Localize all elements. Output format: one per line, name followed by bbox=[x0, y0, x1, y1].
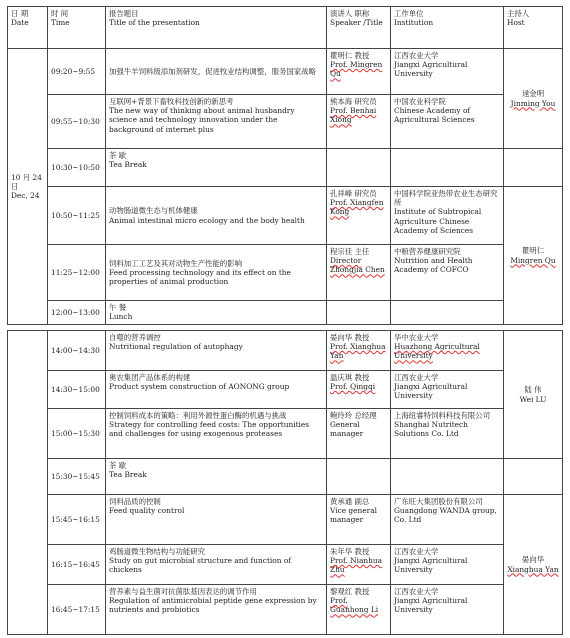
speaker-cell: 朱年华 教授 Prof. Nianhua Zhu bbox=[327, 545, 391, 585]
speaker-cell: 黄承通 副总 Vice general manager bbox=[327, 495, 391, 545]
table-row bbox=[8, 301, 563, 325]
speaker-cell: 熊本海 研究员 Prof. Benhai Xiong bbox=[327, 95, 391, 149]
table-row bbox=[8, 331, 563, 371]
title-cell: 加强牛羊饲料级添加剂研发，促进牧业结构调整，服务国家战略 bbox=[106, 49, 327, 95]
host-cell-empty bbox=[504, 459, 563, 495]
date-cell-empty bbox=[8, 331, 48, 635]
title-cell: 自噬的营养调控 Nutritional regulation of autophagy bbox=[106, 331, 327, 371]
institution-cell bbox=[391, 301, 504, 325]
institution-cell: 广东旺大集团股份有限公司 Guangdong WANDA group, Co. Ltd bbox=[391, 495, 504, 545]
time-cell: 14:00~14:30 bbox=[48, 331, 106, 371]
institution-cell: 江西农业大学 Jiangxi Agricultural University bbox=[391, 49, 504, 95]
time-cell: 12:00~13:00 bbox=[48, 301, 106, 325]
table-row bbox=[8, 95, 563, 149]
time-cell: 09:20~9:55 bbox=[48, 49, 106, 95]
time-cell: 15:00~15:30 bbox=[48, 409, 106, 459]
time-cell: 16:45~17:15 bbox=[48, 585, 106, 635]
time-cell: 09:55~10:30 bbox=[48, 95, 106, 149]
table-row bbox=[8, 187, 563, 245]
table-row bbox=[8, 459, 563, 495]
title-cell: 饲料加工工艺及其对动物生产性能的影响 Feed processing technology and its effect on the properties of animal production bbox=[106, 245, 327, 301]
table-row bbox=[8, 49, 563, 95]
date-cell: 10 月 24 日 Dec, 24 bbox=[8, 49, 48, 325]
time-cell: 10:50~11:25 bbox=[48, 187, 106, 245]
speaker-cell: 程宗佳 主任 Director Zhongjia Chen bbox=[327, 245, 391, 301]
title-cell: 互联网+背景下畜牧科技创新的新思考 The new way of thinking about animal husbandry science and technology innovation under the background of internet plus bbox=[106, 95, 327, 149]
header-speaker: 演讲人 职称 Speaker /Title bbox=[327, 7, 391, 49]
institution-cell: 上海纽睿特饲料科技有限公司 Shanghai Nutritech Solutions Co. Ltd bbox=[391, 409, 504, 459]
time-cell: 10:30~10:50 bbox=[48, 149, 106, 187]
table-row bbox=[8, 245, 563, 301]
institution-cell bbox=[391, 459, 504, 495]
title-cell: 饲料品质的控制 Feed quality control bbox=[106, 495, 327, 545]
time-cell: 15:30~15:45 bbox=[48, 459, 106, 495]
table-row bbox=[8, 585, 563, 635]
speaker-cell bbox=[327, 459, 391, 495]
host-cell: 逯金明 Jinming You bbox=[504, 49, 563, 149]
table-row bbox=[8, 545, 563, 585]
schedule-table-morning bbox=[7, 6, 563, 325]
speaker-cell: 鲍玲玲 总经理 General manager bbox=[327, 409, 391, 459]
institution-cell: 华中农业大学 Huazhong Agricultural University bbox=[391, 331, 504, 371]
title-cell: 奥农集团产品体系的构建 Product system construction of AONONG group bbox=[106, 371, 327, 409]
host-cell: 晏向华 Xianghua Yan bbox=[504, 495, 563, 635]
institution-cell: 江西农业大学 Jiangxi Agricultural University bbox=[391, 545, 504, 585]
header-institution: 工作单位 Institution bbox=[391, 7, 504, 49]
table-row bbox=[8, 495, 563, 545]
institution-cell: 中国农业科学院 Chinese Academy of Agricultural Sciences bbox=[391, 95, 504, 149]
time-cell: 16:15~16:45 bbox=[48, 545, 106, 585]
table-row bbox=[8, 149, 563, 187]
title-cell: 茶 歇 Tea Break bbox=[106, 149, 327, 187]
time-cell: 14:30~15:00 bbox=[48, 371, 106, 409]
table-row bbox=[8, 409, 563, 459]
speaker-cell: 瞿明仁 教授 Prof. Mingren Qu bbox=[327, 49, 391, 95]
speaker-cell: 晏向华 教授 Prof. Xianghua Yan bbox=[327, 331, 391, 371]
speaker-cell bbox=[327, 301, 391, 325]
header-host: 主持人 Host bbox=[504, 7, 563, 49]
institution-cell: 中粮营养健康研究院 Nutrition and Health Academy of COFCO bbox=[391, 245, 504, 301]
institution-cell: 中国科学院亚热带农业生态研究所 Institute of Subtropical Agriculture Chinese Academy of Sciences bbox=[391, 187, 504, 245]
title-cell: 鸡肠道微生物结构与功能研究 Study on gut microbial structure and function of chickens bbox=[106, 545, 327, 585]
institution-cell: 江西农业大学 Jiangxi Agricultural University bbox=[391, 585, 504, 635]
title-cell: 午 餐 Lunch bbox=[106, 301, 327, 325]
header-row bbox=[8, 7, 563, 49]
speaker-cell: 孔祥峰 研究员 Prof. Xiangfen Kong bbox=[327, 187, 391, 245]
speaker-cell: 黎观红 教授 Prof. Guanhong Li bbox=[327, 585, 391, 635]
host-cell: 陆 伟 Wei LU bbox=[504, 331, 563, 459]
header-date: 日 期 Date bbox=[8, 7, 48, 49]
header-time: 时 间 Time bbox=[48, 7, 106, 49]
title-cell: 动物肠道微生态与机体健康 Animal intestinal micro ecology and the body health bbox=[106, 187, 327, 245]
time-cell: 11:25~12:00 bbox=[48, 245, 106, 301]
title-cell: 茶 歇 Tea Break bbox=[106, 459, 327, 495]
title-cell: 营养素与益生菌对抗菌肽基因表达的调节作用 Regulation of antimicrobial peptide gene expression by nutrients and probiotics bbox=[106, 585, 327, 635]
title-cell: 控制饲料成本的策略：利用外源性蛋白酶的机遇与挑战 Strategy for controlling feed costs: The opportunities and challenges for using exogenous proteases bbox=[106, 409, 327, 459]
header-title: 报告题目 Title of the presentation bbox=[106, 7, 327, 49]
schedule-table-afternoon bbox=[7, 330, 563, 635]
time-cell: 15:45~16:15 bbox=[48, 495, 106, 545]
host-cell-empty bbox=[504, 149, 563, 187]
speaker-cell: 温庆琪 教授 Prof. Qingqi bbox=[327, 371, 391, 409]
institution-cell: 江西农业大学 Jiangxi Agricultural University bbox=[391, 371, 504, 409]
institution-cell bbox=[391, 149, 504, 187]
table-row bbox=[8, 371, 563, 409]
host-cell: 瞿明仁 Mingren Qu bbox=[504, 187, 563, 325]
speaker-cell bbox=[327, 149, 391, 187]
